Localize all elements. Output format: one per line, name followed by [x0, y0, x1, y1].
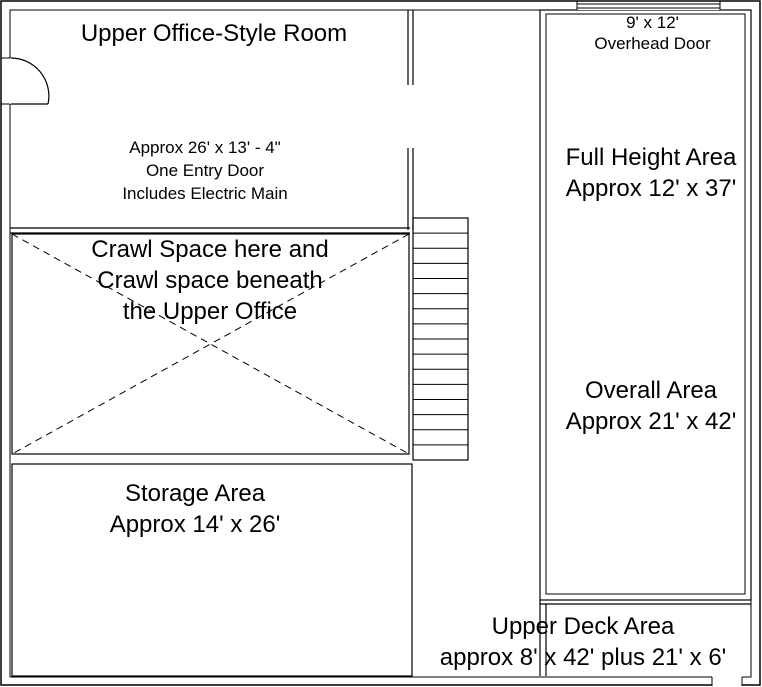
full-height-area-label: Full Height Area Approx 12' x 37' [565, 144, 737, 203]
overhead-door-label: 9' x 12' Overhead Door [594, 13, 711, 54]
upper-office-details: Approx 26' x 13' - 4" One Entry Door Includes Electric Main [122, 138, 288, 203]
upper-deck-label: Upper Deck Area approx 8' x 42' plus 21' x 6' [439, 613, 727, 672]
upper-office-title: Upper Office-Style Room [80, 20, 348, 47]
stairs [413, 218, 468, 460]
outer-wall [1, 1, 760, 685]
deck-opening [712, 676, 742, 686]
outer-wall-inner [10, 10, 751, 677]
crawl-space-label: Crawl Space here and Crawl space beneath the Upper Office [91, 236, 329, 326]
full-height-area [540, 10, 751, 676]
storage-area-label: Storage Area Approx 14' x 26' [109, 480, 281, 539]
overhead-door-opening [577, 1, 720, 10]
overall-area-label: Overall Area Approx 21' x 42' [565, 377, 737, 436]
entry-door [1, 58, 49, 104]
